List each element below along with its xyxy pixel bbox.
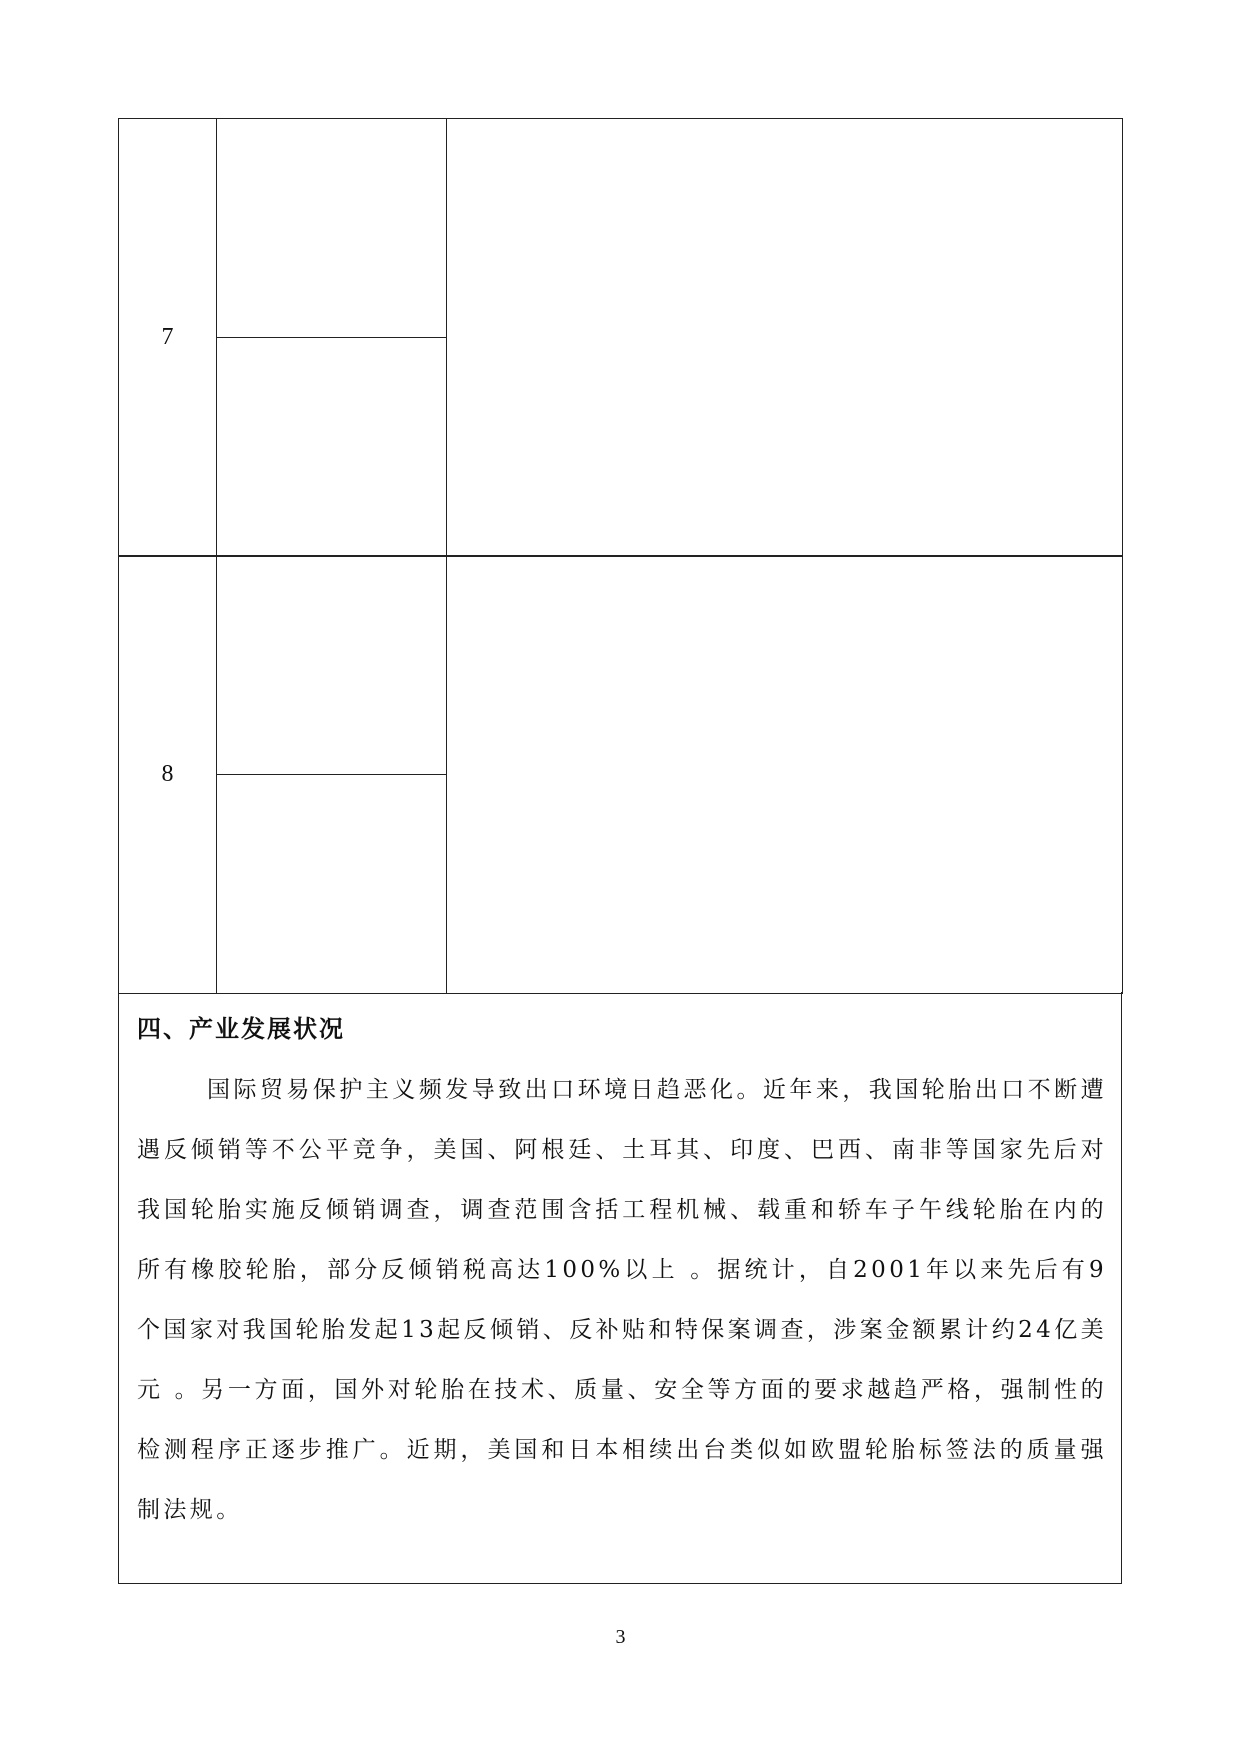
content-cell	[447, 556, 1123, 994]
industry-development-section	[118, 992, 1122, 1584]
row-number-cell	[119, 119, 217, 557]
table-row-7	[118, 118, 1123, 557]
sub-item-cell	[217, 556, 447, 994]
row-number-cell	[119, 556, 217, 994]
sub-item-bottom	[217, 338, 446, 556]
row-number: 7	[161, 324, 174, 350]
content-cell	[447, 119, 1123, 557]
sub-item-bottom	[217, 775, 446, 993]
sub-item-cell	[217, 119, 447, 557]
sub-item-top	[217, 119, 446, 338]
sub-item-top	[217, 556, 446, 775]
row-number: 8	[161, 761, 174, 787]
table-row-8	[118, 555, 1123, 994]
section-paragraph: 国际贸易保护主义频发导致出口环境日趋恶化。近年来，我国轮胎出口不断遭遇反倾销等不公平竞争，美国、阿根廷、土耳其、印度、巴西、南非等国家先后对我国轮胎实施反倾销调查，调查范围含括工程机械、载重和轿车子午线轮胎在内的所有橡胶轮胎，部分反倾销税高达100%以上 。据统计，自2001年以来先后有9个国家对我国轮胎发起13起反倾销、反补贴和特保案调查，涉案金额累计约24亿美元 。另一方面，国外对轮胎在技术、质量、安全等方面的要求越趋严格，强制性的检测程序正逐步推广。近期，美国和日本相续出台类似如欧盟轮胎标签法的质量强制法规。	[137, 1077, 1107, 1523]
page-number: 3	[615, 1626, 626, 1648]
section-heading: 四、产业发展状况	[137, 1015, 345, 1043]
